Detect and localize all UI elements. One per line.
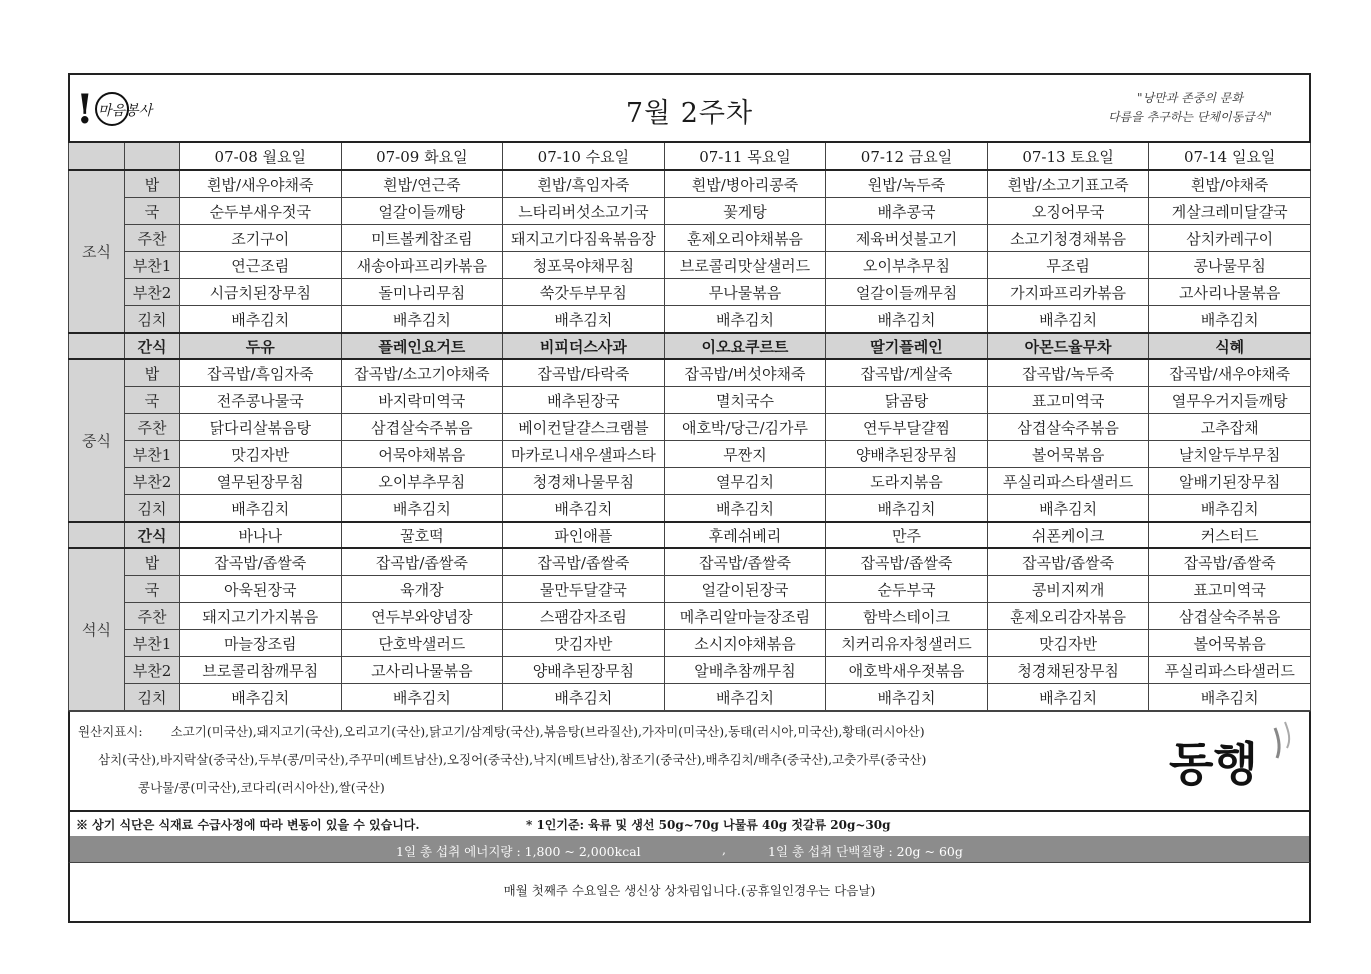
course-label: 밥 [125,359,180,387]
course-label: 부찬2 [125,657,180,684]
energy-sep: , [722,842,726,857]
menu-item: 연두부달걀찜 [826,414,988,441]
origin-line-1 [78,718,1158,746]
snack2-row [69,522,1311,548]
menu-item: 꽃게탕 [664,198,826,225]
menu-item: 잡곡밥/흑임자죽 [180,359,342,387]
origin-footer [68,711,1311,812]
menu-item: 배추김치 [664,684,826,711]
course-label: 주찬 [125,225,180,252]
energy-bar [68,836,1311,862]
breakfast-row [69,198,1311,225]
menu-item: 훈제오리감자볶음 [987,603,1149,630]
origin-line-3: 콩나물/콩(미국산),코다리(러시아산),쌀(국산) [138,780,385,795]
menu-item: 잡곡밥/소고기야채죽 [341,359,503,387]
breakfast-row [69,170,1311,198]
menu-item: 볼어묵볶음 [1149,630,1311,657]
menu-item: 삼치카레구이 [1149,225,1311,252]
snack-item: 만주 [826,522,988,548]
birthday-note: 매월 첫째주 수요일은 생신상 상차림입니다.(공휴일인경우는 다음날) [68,862,1311,923]
menu-item: 배추김치 [341,684,503,711]
breakfast-row [69,279,1311,306]
snack1-row [69,333,1311,359]
menu-item: 베이컨달걀스크램블 [503,414,665,441]
lunch-row [69,387,1311,414]
snack-label: 간식 [125,333,180,359]
menu-item: 얼갈이들깨무침 [826,279,988,306]
origin-text-1: 소고기(미국산),돼지고기(국산),오리고기(국산),닭고기/삼계탕(국산),볶음탕(브라질산),가자미(미국산),동태(러시아,미국산),황태(러시아산) [170,724,925,739]
menu-item: 배추김치 [1149,306,1311,334]
menu-item: 잡곡밥/좁쌀죽 [987,548,1149,576]
snack-item: 꿀호떡 [341,522,503,548]
day-header: 07-11 목요일 [664,142,826,170]
day-header: 07-14 일요일 [1149,142,1311,170]
menu-item: 흰밥/소고기표고죽 [987,170,1149,198]
day-header: 07-08 월요일 [180,142,342,170]
menu-item: 멸치국수 [664,387,826,414]
menu-item: 양배추된장무침 [503,657,665,684]
snack-item: 두유 [180,333,342,359]
menu-item: 배추김치 [503,495,665,523]
menu-item: 열무된장무침 [180,468,342,495]
menu-item: 삼겹살숙주볶음 [987,414,1149,441]
menu-item: 배추김치 [341,306,503,334]
origin-label: 원산지표시: [78,724,143,739]
menu-item: 흰밥/새우야채죽 [180,170,342,198]
menu-item: 표고미역국 [1149,576,1311,603]
day-header: 07-13 토요일 [987,142,1149,170]
menu-item: 애호박/당근/김가루 [664,414,826,441]
menu-item: 연두부와양념장 [341,603,503,630]
change-note: ※ 상기 식단은 식재료 수급사정에 따라 변동이 있을 수 있습니다. [76,818,420,832]
menu-item: 단호박샐러드 [341,630,503,657]
lunch-row [69,495,1311,523]
origin-line-2: 삼치(국산),바지락살(중국산),두부(콩/미국산),주꾸미(베트남산),오징어(중국산),낙지(베트남산),참조기(중국산),배추김치/배추(중국산),고춧가루(중국산) [98,752,927,767]
course-label: 김치 [125,684,180,711]
course-label: 부찬2 [125,468,180,495]
menu-item: 어묵야채볶음 [341,441,503,468]
menu-item: 잡곡밥/좁쌀죽 [826,548,988,576]
course-label: 주찬 [125,414,180,441]
menu-item: 배추김치 [826,306,988,334]
menu-item: 잡곡밥/버섯야채죽 [664,359,826,387]
menu-item: 훈제오리야채볶음 [664,225,826,252]
menu-item: 오징어무국 [987,198,1149,225]
menu-item: 잡곡밥/좁쌀죽 [341,548,503,576]
menu-item: 배추콩국 [826,198,988,225]
course-label: 부찬1 [125,441,180,468]
menu-item: 맛김자반 [503,630,665,657]
menu-item: 청포묵야채무침 [503,252,665,279]
menu-item: 배추된장국 [503,387,665,414]
menu-item: 브로콜리맛살샐러드 [664,252,826,279]
brand-logo [1165,718,1295,798]
menu-item: 가지파프리카볶음 [987,279,1149,306]
menu-item: 푸실리파스타샐러드 [1149,657,1311,684]
menu-item: 양배추된장무침 [826,441,988,468]
dinner-row [69,657,1311,684]
menu-item: 알배기된장무침 [1149,468,1311,495]
menu-item: 전주콩나물국 [180,387,342,414]
menu-item: 무나물볶음 [664,279,826,306]
menu-item: 닭곰탕 [826,387,988,414]
day-header: 07-09 화요일 [341,142,503,170]
day-header: 07-12 금요일 [826,142,988,170]
course-label: 부찬1 [125,252,180,279]
menu-item: 고사리나물볶음 [341,657,503,684]
menu-item: 잡곡밥/좁쌀죽 [1149,548,1311,576]
menu-item: 물만두달걀국 [503,576,665,603]
menu-item: 메추리알마늘장조림 [664,603,826,630]
corner-cell [69,142,125,170]
menu-item: 맛김자반 [180,441,342,468]
menu-item: 배추김치 [826,495,988,523]
snack-corner [69,333,125,359]
menu-item: 배추김치 [826,684,988,711]
menu-item: 소고기청경채볶음 [987,225,1149,252]
brand-text: 동행 [1169,737,1258,791]
menu-item: 조기구이 [180,225,342,252]
menu-item: 느타리버섯소고기국 [503,198,665,225]
snack-item: 후레쉬베리 [664,522,826,548]
breakfast-row [69,225,1311,252]
menu-item: 잡곡밥/녹두죽 [987,359,1149,387]
menu-item: 미트볼케찹조림 [341,225,503,252]
menu-item: 게살크레미달걀국 [1149,198,1311,225]
course-label: 김치 [125,495,180,523]
menu-item: 순두부국 [826,576,988,603]
menu-item: 배추김치 [341,495,503,523]
breakfast-row [69,306,1311,334]
menu-item: 삼겹살숙주볶음 [1149,603,1311,630]
svg-text:!: ! [76,86,94,133]
dinner-row [69,630,1311,657]
menu-item: 오이부추무침 [826,252,988,279]
breakfast-label: 조식 [69,170,125,333]
course-label: 국 [125,387,180,414]
menu-item: 청경채나물무침 [503,468,665,495]
menu-item: 소시지야채볶음 [664,630,826,657]
menu-item: 육개장 [341,576,503,603]
snack-item: 바나나 [180,522,342,548]
course-label: 밥 [125,170,180,198]
snack-item: 아몬드율무차 [987,333,1149,359]
menu-item: 배추김치 [503,684,665,711]
menu-item: 새송아파프리카볶음 [341,252,503,279]
day-header-row [69,142,1311,170]
lunch-row [69,468,1311,495]
menu-item: 잡곡밥/좁쌀죽 [664,548,826,576]
portion-note: * 1인기준: 육류 및 생선 50g~70g 나물류 40g 젓갈류 20g~30g [526,818,891,832]
snack-item: 파인애플 [503,522,665,548]
menu-item: 마카로니새우샐파스타 [503,441,665,468]
menu-item: 잡곡밥/게살죽 [826,359,988,387]
menu-item: 치커리유자청샐러드 [826,630,988,657]
lunch-label: 중식 [69,359,125,522]
sheet-header [68,73,1311,141]
menu-item: 시금치된장무침 [180,279,342,306]
menu-item: 청경채된장무침 [987,657,1149,684]
snack-item: 플레인요거트 [341,333,503,359]
motto-line-1: "낭만과 존중의 문화 [1137,91,1243,105]
menu-item: 열무우거지들깨탕 [1149,387,1311,414]
menu-item: 잡곡밥/타락죽 [503,359,665,387]
menu-sheet [68,73,1311,923]
snack-item: 커스터드 [1149,522,1311,548]
menu-item: 열무김치 [664,468,826,495]
menu-item: 순두부새우젓국 [180,198,342,225]
menu-item: 삼겹살숙주볶음 [341,414,503,441]
menu-item: 도라지볶음 [826,468,988,495]
menu-item: 무조림 [987,252,1149,279]
menu-item: 맛김자반 [987,630,1149,657]
menu-item: 배추김치 [1149,684,1311,711]
corner-cell [125,142,180,170]
notes-row [68,812,1311,836]
logo-text: 마음봉사 [98,103,153,119]
snack-item: 쉬폰케이크 [987,522,1149,548]
menu-item: 날치알두부무침 [1149,441,1311,468]
weekly-menu-table [68,141,1311,711]
menu-item: 콩나물무침 [1149,252,1311,279]
menu-item: 돼지고기가지볶음 [180,603,342,630]
menu-item: 배추김치 [503,306,665,334]
menu-item: 함박스테이크 [826,603,988,630]
menu-item: 배추김치 [180,684,342,711]
dinner-row [69,603,1311,630]
menu-item: 오이부추무침 [341,468,503,495]
menu-item: 마늘장조림 [180,630,342,657]
energy-kcal: 1일 총 섭취 에너지량 : 1,800 ~ 2,000kcal [396,844,641,859]
menu-item: 흰밥/흑임자죽 [503,170,665,198]
menu-item: 돼지고기다짐육볶음장 [503,225,665,252]
course-label: 부찬2 [125,279,180,306]
menu-item: 제육버섯불고기 [826,225,988,252]
snack-item: 이오요쿠르트 [664,333,826,359]
week-title: 7월 2주차 [625,98,754,129]
menu-item: 원밥/녹두죽 [826,170,988,198]
menu-item: 닭다리살볶음탕 [180,414,342,441]
dinner-label: 석식 [69,548,125,711]
menu-item: 돌미나리무침 [341,279,503,306]
course-label: 국 [125,198,180,225]
motto [1085,89,1295,127]
menu-item: 연근조림 [180,252,342,279]
dinner-row [69,684,1311,711]
menu-item: 흰밥/병아리콩죽 [664,170,826,198]
course-label: 김치 [125,306,180,334]
snack-item: 식혜 [1149,333,1311,359]
menu-item: 배추김치 [664,495,826,523]
menu-item: 아욱된장국 [180,576,342,603]
menu-item: 배추김치 [1149,495,1311,523]
snack-corner [69,522,125,548]
menu-item: 애호박새우젓볶음 [826,657,988,684]
course-label: 부찬1 [125,630,180,657]
menu-item: 무짠지 [664,441,826,468]
menu-item: 푸실리파스타샐러드 [987,468,1149,495]
lunch-row [69,414,1311,441]
menu-item: 배추김치 [180,495,342,523]
menu-item: 배추김치 [987,306,1149,334]
menu-item: 얼갈이된장국 [664,576,826,603]
snack-item: 딸기플레인 [826,333,988,359]
dinner-row [69,576,1311,603]
snack-label: 간식 [125,522,180,548]
menu-item: 배추김치 [180,306,342,334]
menu-item: 표고미역국 [987,387,1149,414]
menu-item: 알배추참깨무침 [664,657,826,684]
menu-item: 브로콜리참깨무침 [180,657,342,684]
course-label: 국 [125,576,180,603]
lunch-row [69,359,1311,387]
menu-item: 배추김치 [664,306,826,334]
menu-item: 얼갈이들깨탕 [341,198,503,225]
menu-item: 볼어묵볶음 [987,441,1149,468]
menu-item: 잡곡밥/좁쌀죽 [503,548,665,576]
menu-item: 흰밥/야채죽 [1149,170,1311,198]
course-label: 주찬 [125,603,180,630]
menu-item: 고추잡채 [1149,414,1311,441]
menu-item: 고사리나물볶음 [1149,279,1311,306]
menu-item: 잡곡밥/좁쌀죽 [180,548,342,576]
snack-item: 비피더스사과 [503,333,665,359]
course-label: 밥 [125,548,180,576]
lunch-row [69,441,1311,468]
motto-line-2: 다름을 추구하는 단체이동급식" [1108,110,1272,124]
dinner-row [69,548,1311,576]
menu-item: 흰밥/연근죽 [341,170,503,198]
menu-item: 쑥갓두부무침 [503,279,665,306]
day-header: 07-10 수요일 [503,142,665,170]
energy-protein: 1일 총 섭취 단백질량 : 20g ~ 60g [768,844,963,859]
breakfast-row [69,252,1311,279]
menu-item: 스팸감자조림 [503,603,665,630]
menu-item: 바지락미역국 [341,387,503,414]
menu-item: 배추김치 [987,495,1149,523]
origin-info [78,718,1158,802]
menu-item: 잡곡밥/새우야채죽 [1149,359,1311,387]
menu-item: 콩비지찌개 [987,576,1149,603]
menu-item: 배추김치 [987,684,1149,711]
